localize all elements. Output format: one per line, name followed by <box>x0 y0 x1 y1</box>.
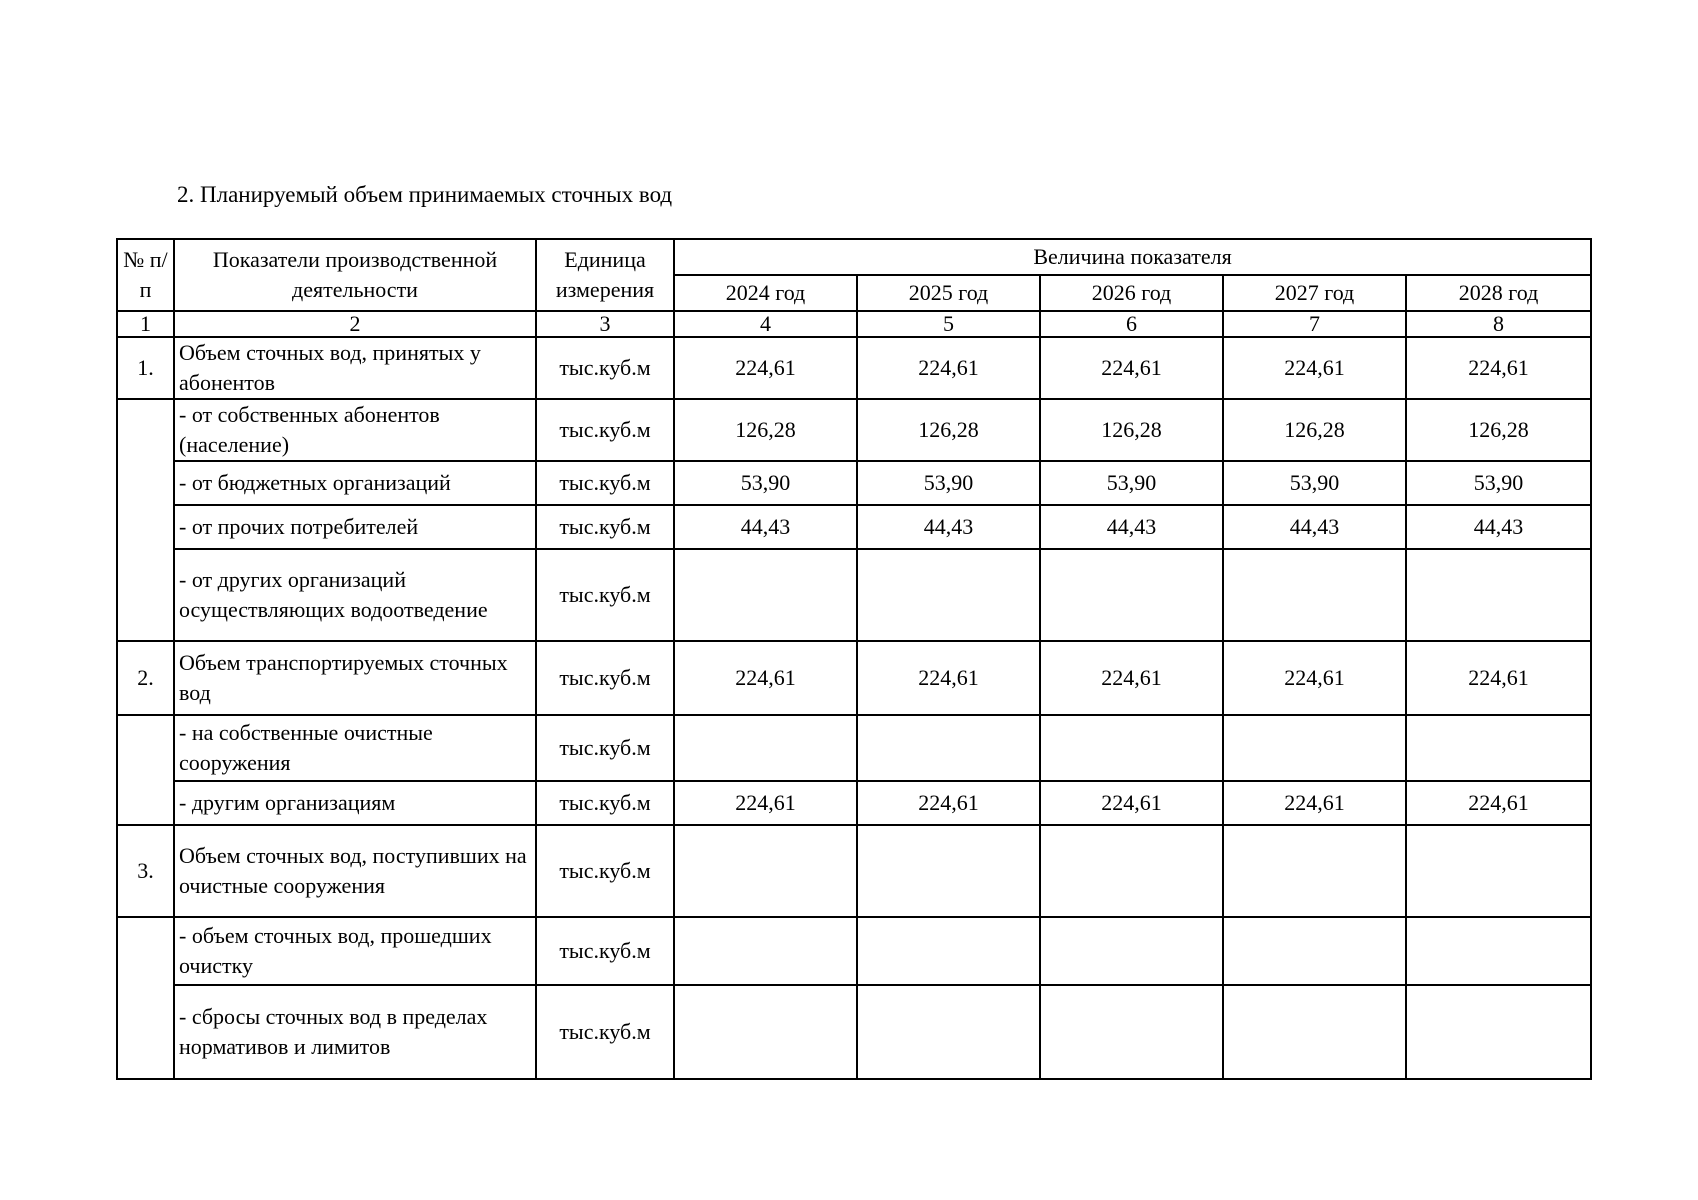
value-cell: 224,61 <box>857 641 1040 715</box>
indicator-cell: - от собственных абонентов (население) <box>174 399 536 461</box>
value-cell <box>1040 985 1223 1079</box>
value-cell <box>1040 825 1223 917</box>
unit-cell: тыс.куб.м <box>536 917 674 985</box>
value-cell <box>857 917 1040 985</box>
unit-cell: тыс.куб.м <box>536 399 674 461</box>
value-cell: 53,90 <box>1040 461 1223 505</box>
value-cell: 126,28 <box>1040 399 1223 461</box>
row-number-cell: 1. <box>117 337 174 399</box>
value-cell: 224,61 <box>1040 781 1223 825</box>
value-cell: 53,90 <box>1406 461 1591 505</box>
value-cell <box>1223 549 1406 641</box>
column-number: 5 <box>857 311 1040 337</box>
row-number-cell <box>117 715 174 825</box>
table-row <box>117 781 1591 825</box>
indicator-cell: - от других организаций осуществляющих водоотведение <box>174 549 536 641</box>
unit-cell: тыс.куб.м <box>536 505 674 549</box>
value-cell: 53,90 <box>1223 461 1406 505</box>
value-cell: 126,28 <box>1223 399 1406 461</box>
header-value-group: Величина показателя <box>674 239 1591 275</box>
wastewater-volume-table <box>116 238 1592 1080</box>
value-cell: 224,61 <box>1406 641 1591 715</box>
row-number-cell: 2. <box>117 641 174 715</box>
value-cell: 224,61 <box>1406 337 1591 399</box>
value-cell <box>857 825 1040 917</box>
value-cell: 44,43 <box>857 505 1040 549</box>
column-number-row <box>117 311 1591 337</box>
table-row <box>117 549 1591 641</box>
indicator-cell: Объем сточных вод, принятых у абонентов <box>174 337 536 399</box>
column-number: 6 <box>1040 311 1223 337</box>
value-cell: 53,90 <box>857 461 1040 505</box>
value-cell <box>1223 985 1406 1079</box>
value-cell: 44,43 <box>1223 505 1406 549</box>
value-cell <box>674 917 857 985</box>
header-row <box>117 239 1591 275</box>
value-cell: 224,61 <box>1040 641 1223 715</box>
table-row <box>117 337 1591 399</box>
header-year: 2028 год <box>1406 275 1591 311</box>
value-cell: 44,43 <box>1406 505 1591 549</box>
row-number-cell <box>117 917 174 1079</box>
value-cell: 224,61 <box>1223 781 1406 825</box>
value-cell <box>857 985 1040 1079</box>
row-number-cell <box>117 399 174 641</box>
table-row <box>117 825 1591 917</box>
row-number-cell: 3. <box>117 825 174 917</box>
value-cell: 224,61 <box>674 781 857 825</box>
value-cell <box>857 549 1040 641</box>
value-cell <box>857 715 1040 781</box>
table-row <box>117 715 1591 781</box>
value-cell <box>1040 715 1223 781</box>
indicator-cell: - от прочих потребителей <box>174 505 536 549</box>
unit-cell: тыс.куб.м <box>536 461 674 505</box>
value-cell <box>1040 917 1223 985</box>
indicator-cell: Объем сточных вод, поступивших на очистные сооружения <box>174 825 536 917</box>
table-row <box>117 461 1591 505</box>
indicator-cell: Объем транспортируемых сточных вод <box>174 641 536 715</box>
indicator-cell: - на собственные очистные сооружения <box>174 715 536 781</box>
header-year: 2025 год <box>857 275 1040 311</box>
value-cell: 126,28 <box>674 399 857 461</box>
table-row <box>117 399 1591 461</box>
value-cell: 224,61 <box>674 641 857 715</box>
column-number: 8 <box>1406 311 1591 337</box>
unit-cell: тыс.куб.м <box>536 337 674 399</box>
indicator-cell: - другим организациям <box>174 781 536 825</box>
value-cell: 44,43 <box>1040 505 1223 549</box>
value-cell <box>1406 917 1591 985</box>
header-unit: Единица измерения <box>536 239 674 311</box>
column-number: 7 <box>1223 311 1406 337</box>
unit-cell: тыс.куб.м <box>536 985 674 1079</box>
indicator-cell: - от бюджетных организаций <box>174 461 536 505</box>
value-cell <box>1223 825 1406 917</box>
header-year: 2026 год <box>1040 275 1223 311</box>
table-row <box>117 985 1591 1079</box>
table-row <box>117 917 1591 985</box>
value-cell: 224,61 <box>1223 641 1406 715</box>
value-cell <box>1223 715 1406 781</box>
value-cell <box>674 985 857 1079</box>
value-cell <box>1223 917 1406 985</box>
value-cell: 53,90 <box>674 461 857 505</box>
value-cell: 224,61 <box>857 781 1040 825</box>
column-number: 1 <box>117 311 174 337</box>
column-number: 4 <box>674 311 857 337</box>
value-cell <box>674 549 857 641</box>
value-cell <box>674 825 857 917</box>
header-indicator: Показатели производственной деятельности <box>174 239 536 311</box>
value-cell: 44,43 <box>674 505 857 549</box>
unit-cell: тыс.куб.м <box>536 825 674 917</box>
value-cell <box>1406 985 1591 1079</box>
header-year: 2027 год <box>1223 275 1406 311</box>
value-cell: 224,61 <box>857 337 1040 399</box>
unit-cell: тыс.куб.м <box>536 549 674 641</box>
section-heading: 2. Планируемый объем принимаемых сточных вод <box>177 182 673 207</box>
value-cell: 224,61 <box>674 337 857 399</box>
column-number: 3 <box>536 311 674 337</box>
unit-cell: тыс.куб.м <box>536 641 674 715</box>
unit-cell: тыс.куб.м <box>536 781 674 825</box>
header-year: 2024 год <box>674 275 857 311</box>
value-cell <box>674 715 857 781</box>
unit-cell: тыс.куб.м <box>536 715 674 781</box>
value-cell <box>1406 549 1591 641</box>
indicator-cell: - объем сточных вод, прошедших очистку <box>174 917 536 985</box>
value-cell: 126,28 <box>1406 399 1591 461</box>
value-cell: 224,61 <box>1406 781 1591 825</box>
table-row <box>117 505 1591 549</box>
value-cell <box>1406 825 1591 917</box>
header-num: № п/п <box>117 239 174 311</box>
value-cell <box>1406 715 1591 781</box>
value-cell: 126,28 <box>857 399 1040 461</box>
column-number: 2 <box>174 311 536 337</box>
value-cell <box>1040 549 1223 641</box>
indicator-cell: - сбросы сточных вод в пределах нормативов и лимитов <box>174 985 536 1079</box>
value-cell: 224,61 <box>1223 337 1406 399</box>
table-row <box>117 641 1591 715</box>
value-cell: 224,61 <box>1040 337 1223 399</box>
